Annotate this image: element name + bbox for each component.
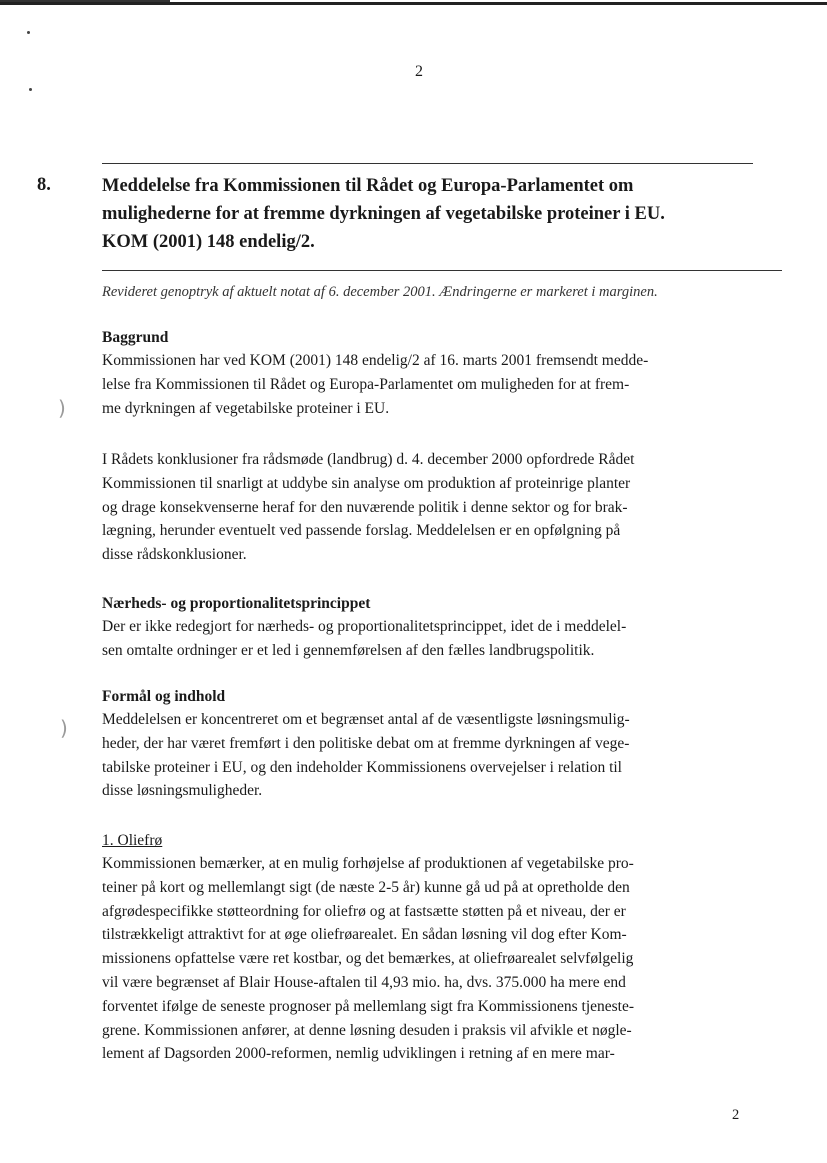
text-line: sen omtalte ordninger er et led i gennemførelsen af den fælles landbrugspolitik. — [102, 641, 595, 659]
text-line: Kommissionen bemærker, at en mulig forhøjelse af produktionen af vegetabilske pro- — [102, 855, 634, 872]
paragraph — [102, 852, 762, 1066]
text-line: disse løsningsmuligheder. — [102, 782, 263, 800]
section-subheading: 1. Oliefrø — [102, 832, 163, 849]
title-rule-top — [102, 163, 753, 164]
text-line: lelse fra Kommissionen til Rådet og Europa-Parlamentet om muligheden for at frem- — [102, 375, 630, 393]
text-line: lement af Dagsorden 2000-reformen, nemlig udviklingen i retning af en mere mar- — [102, 1045, 615, 1063]
text-line: Der er ikke redegjort for nærheds- og proportionalitetsprincippet, idet de i meddelel- — [102, 618, 627, 635]
title-line: Meddelelse fra Kommissionen til Rådet og Europa-Parlamentet om — [102, 176, 634, 196]
title-rule-bottom — [102, 270, 782, 271]
page-number-top: 2 — [415, 63, 423, 80]
section-heading: Baggrund — [102, 329, 169, 346]
text-line: Meddelelsen er koncentreret om et begrænset antal af de væsentligste løsningsmulig- — [102, 711, 630, 728]
text-line: grene. Kommissionen anfører, at denne løsning desuden i praksis vil afvikle et nøgle- — [102, 1021, 632, 1039]
text-line: afgrødespecifikke støtteordning for oliefrø og at fastsætte støtten på et niveau, der er — [102, 902, 626, 920]
agenda-item-number: 8. — [37, 175, 51, 195]
text-line: I Rådets konklusioner fra rådsmøde (landbrug) d. 4. december 2000 opfordrede Rådet — [102, 451, 635, 468]
text-line: Kommissionen til snarligt at uddybe sin analyse om produktion af proteinrige planter — [102, 474, 631, 492]
text-line: vil være begrænset af Blair House-aftalen til 4,93 mio. ha, dvs. 375.000 ha mere end — [102, 973, 626, 991]
section-oliefro — [102, 830, 762, 1066]
section-heading: Formål og indhold — [102, 688, 226, 705]
section-baggrund-continued — [102, 448, 762, 567]
margin-change-mark-icon: ) — [60, 716, 68, 740]
text-line: me dyrkningen af vegetabilske proteiner i EU. — [102, 399, 390, 417]
text-line: forventet ifølge de seneste prognoser på mellemlang sigt fra Kommissionens tjeneste- — [102, 997, 635, 1015]
text-line: Kommissionen har ved KOM (2001) 148 endelig/2 af 16. marts 2001 fremsendt medde- — [102, 352, 649, 369]
margin-change-mark-icon: ) — [58, 396, 66, 420]
text-line: teiner på kort og mellemlangt sigt (de næste 2-5 år) kunne gå ud på at opretholde den — [102, 878, 630, 896]
text-line: missionens opfattelse være ret kostbar, og det bemærkes, at oliefrøarealet selvfølgelig — [102, 950, 634, 968]
revision-note: Revideret genoptryk af aktuelt notat af 6. december 2001. Ændringerne er markeret i marginen. — [102, 284, 658, 300]
scan-speck — [27, 31, 30, 34]
text-line: disse rådskonklusioner. — [102, 546, 247, 564]
text-line: tilstrækkeligt attraktivt for at øge oliefrøarealet. En sådan løsning vil dog efter Kom- — [102, 926, 627, 944]
section-naerhed — [102, 593, 762, 663]
title-line: mulighederne for at fremme dyrkningen af vegetabilske proteiner i EU. — [102, 204, 665, 224]
paragraph — [102, 615, 762, 663]
text-line: lægning, herunder eventuelt ved passende forslag. Meddelelsen er en opfølgning på — [102, 522, 621, 540]
document-title — [102, 172, 762, 256]
scan-top-border — [0, 2, 827, 5]
section-formaal — [102, 686, 762, 803]
title-line: KOM (2001) 148 endelig/2. — [102, 232, 315, 252]
page-number-bottom: 2 — [732, 1107, 740, 1123]
paragraph — [102, 708, 762, 803]
text-line: tabilske proteiner i EU, og den indeholder Kommissionens overvejelser i relation til — [102, 758, 622, 776]
paragraph — [102, 448, 762, 567]
text-line: heder, der har været fremført i den politiske debat om at fremme dyrkningen af vege- — [102, 734, 630, 752]
paragraph — [102, 349, 762, 420]
section-baggrund — [102, 327, 762, 420]
section-heading: Nærheds- og proportionalitetsprincippet — [102, 595, 371, 612]
scan-speck — [29, 88, 32, 91]
text-line: og drage konsekvenserne heraf for den nuværende politik i denne sektor og for brak- — [102, 498, 628, 516]
